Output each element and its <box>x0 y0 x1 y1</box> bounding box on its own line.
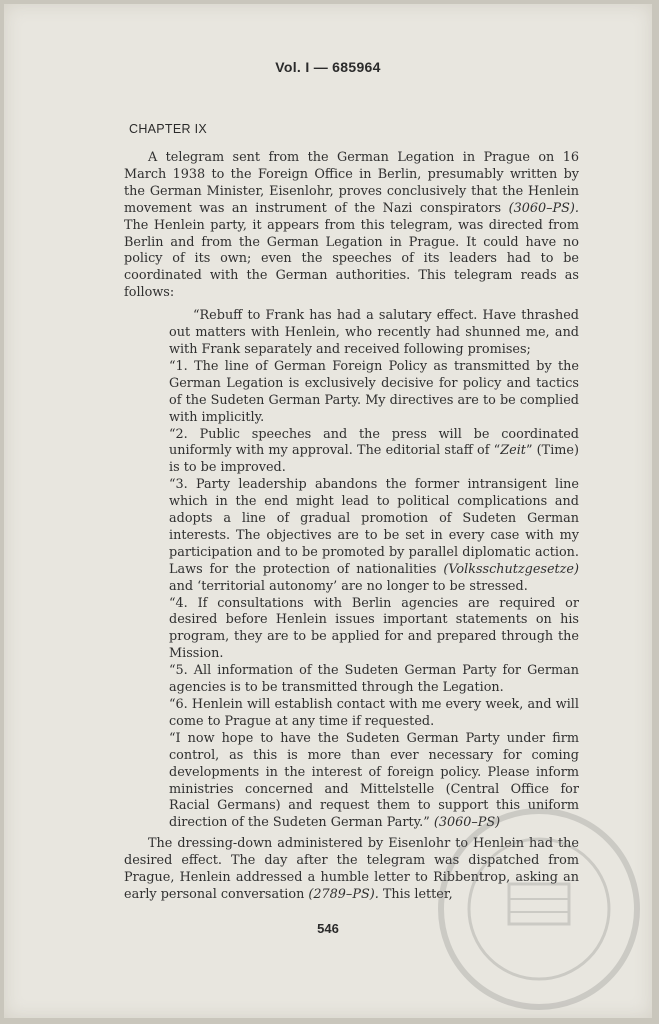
citation-3060-ps: (3060–PS). <box>508 200 579 216</box>
intro-text-2: The Henlein party, it appears from this telegram, was directed from Berlin and from the German Legation in Prague. It could have no policy of its own; even the speeches of its leaders had to be coordinated with the German authorities. This telegram reads as follows: <box>124 217 579 301</box>
quote-item-1: “1. The line of German Foreign Policy as transmitted by the German Legation is exclusively decisive for policy and tactics of the Sudeten German Party. My directives are to be complied with implicitly. <box>169 358 579 425</box>
volksschutzgesetze-term: (Volksschutzgesetze) <box>443 561 579 577</box>
body-text <box>124 150 579 904</box>
quote-item-4: “4. If consultations with Berlin agencies are required or desired before Henlein issues important statements on his program, they are to be applied for and prepared through the Mission. <box>169 595 579 662</box>
quote-closing-text: “I now hope to have the Sudeten German Party under firm control, as this is more than ever necessary for coming developments in the interest of foreign policy. Please inform ministries concerned and Mittelstelle (Central Office for Racial Germans) and request them to support this uniform direction of the Sudeten German Party.” <box>169 730 579 831</box>
quote-item-3 <box>169 477 579 595</box>
volume-header: Vol. I — 685964 <box>275 59 381 75</box>
citation-2789-ps: (2789–PS). <box>308 886 379 902</box>
telegram-quote <box>124 308 579 832</box>
quote-item-3-text: “3. Party leadership abandons the former intransigent line which in the end might lead to political complications and adopts a line of gradual promotion of Sudeten German interests. The objectives are to be set in every case with my participation and to be promoted by parallel diplomatic action. Laws for the protection of nationalities <box>169 477 579 577</box>
quote-opening: “Rebuff to Frank has had a salutary effect. Have thrashed out matters with Henlein, who recently had shunned me, and with Frank separately and received following promises; <box>169 308 579 357</box>
intro-text-1: A telegram sent from the German Legation in Prague on 16 March 1938 to the Foreign Office in Berlin, presumably written by the German Minister, Eisenlohr, proves conclusively that the Henlein movement was an instrument of the Nazi conspirators <box>124 150 579 216</box>
zeit-title: Zeit <box>500 443 526 459</box>
after-text-2: This letter, <box>378 886 453 902</box>
page-number: 546 <box>317 921 339 936</box>
quote-item-3-text-end: and ‘territorial autonomy’ are no longer to be stressed. <box>169 578 528 594</box>
document-page <box>4 4 652 1018</box>
after-text-1: The dressing-down administered by Eisenlohr to Henlein had the desired effect. The day after the telegram was dispatched from Prague, Henlein addressed a humble letter to Ribbentrop, asking an early personal conversation <box>124 836 579 902</box>
university-seal-stamp-icon <box>434 804 644 1014</box>
intro-paragraph <box>124 150 579 302</box>
quote-item-2-text-end: ” (Time) is to be improved. <box>169 443 579 476</box>
quote-item-2 <box>169 427 579 478</box>
closing-citation: (3060–PS) <box>433 815 501 831</box>
quote-item-6: “6. Henlein will establish contact with me every week, and will come to Prague at any time if requested. <box>169 697 579 729</box>
chapter-title: CHAPTER IX <box>129 122 208 136</box>
quote-item-2-text: “2. Public speeches and the press will be coordinated uniformly with my approval. The editorial staff of “ <box>169 426 579 459</box>
quote-item-5: “5. All information of the Sudeten German Party for German agencies is to be transmitted through the Legation. <box>169 663 579 696</box>
